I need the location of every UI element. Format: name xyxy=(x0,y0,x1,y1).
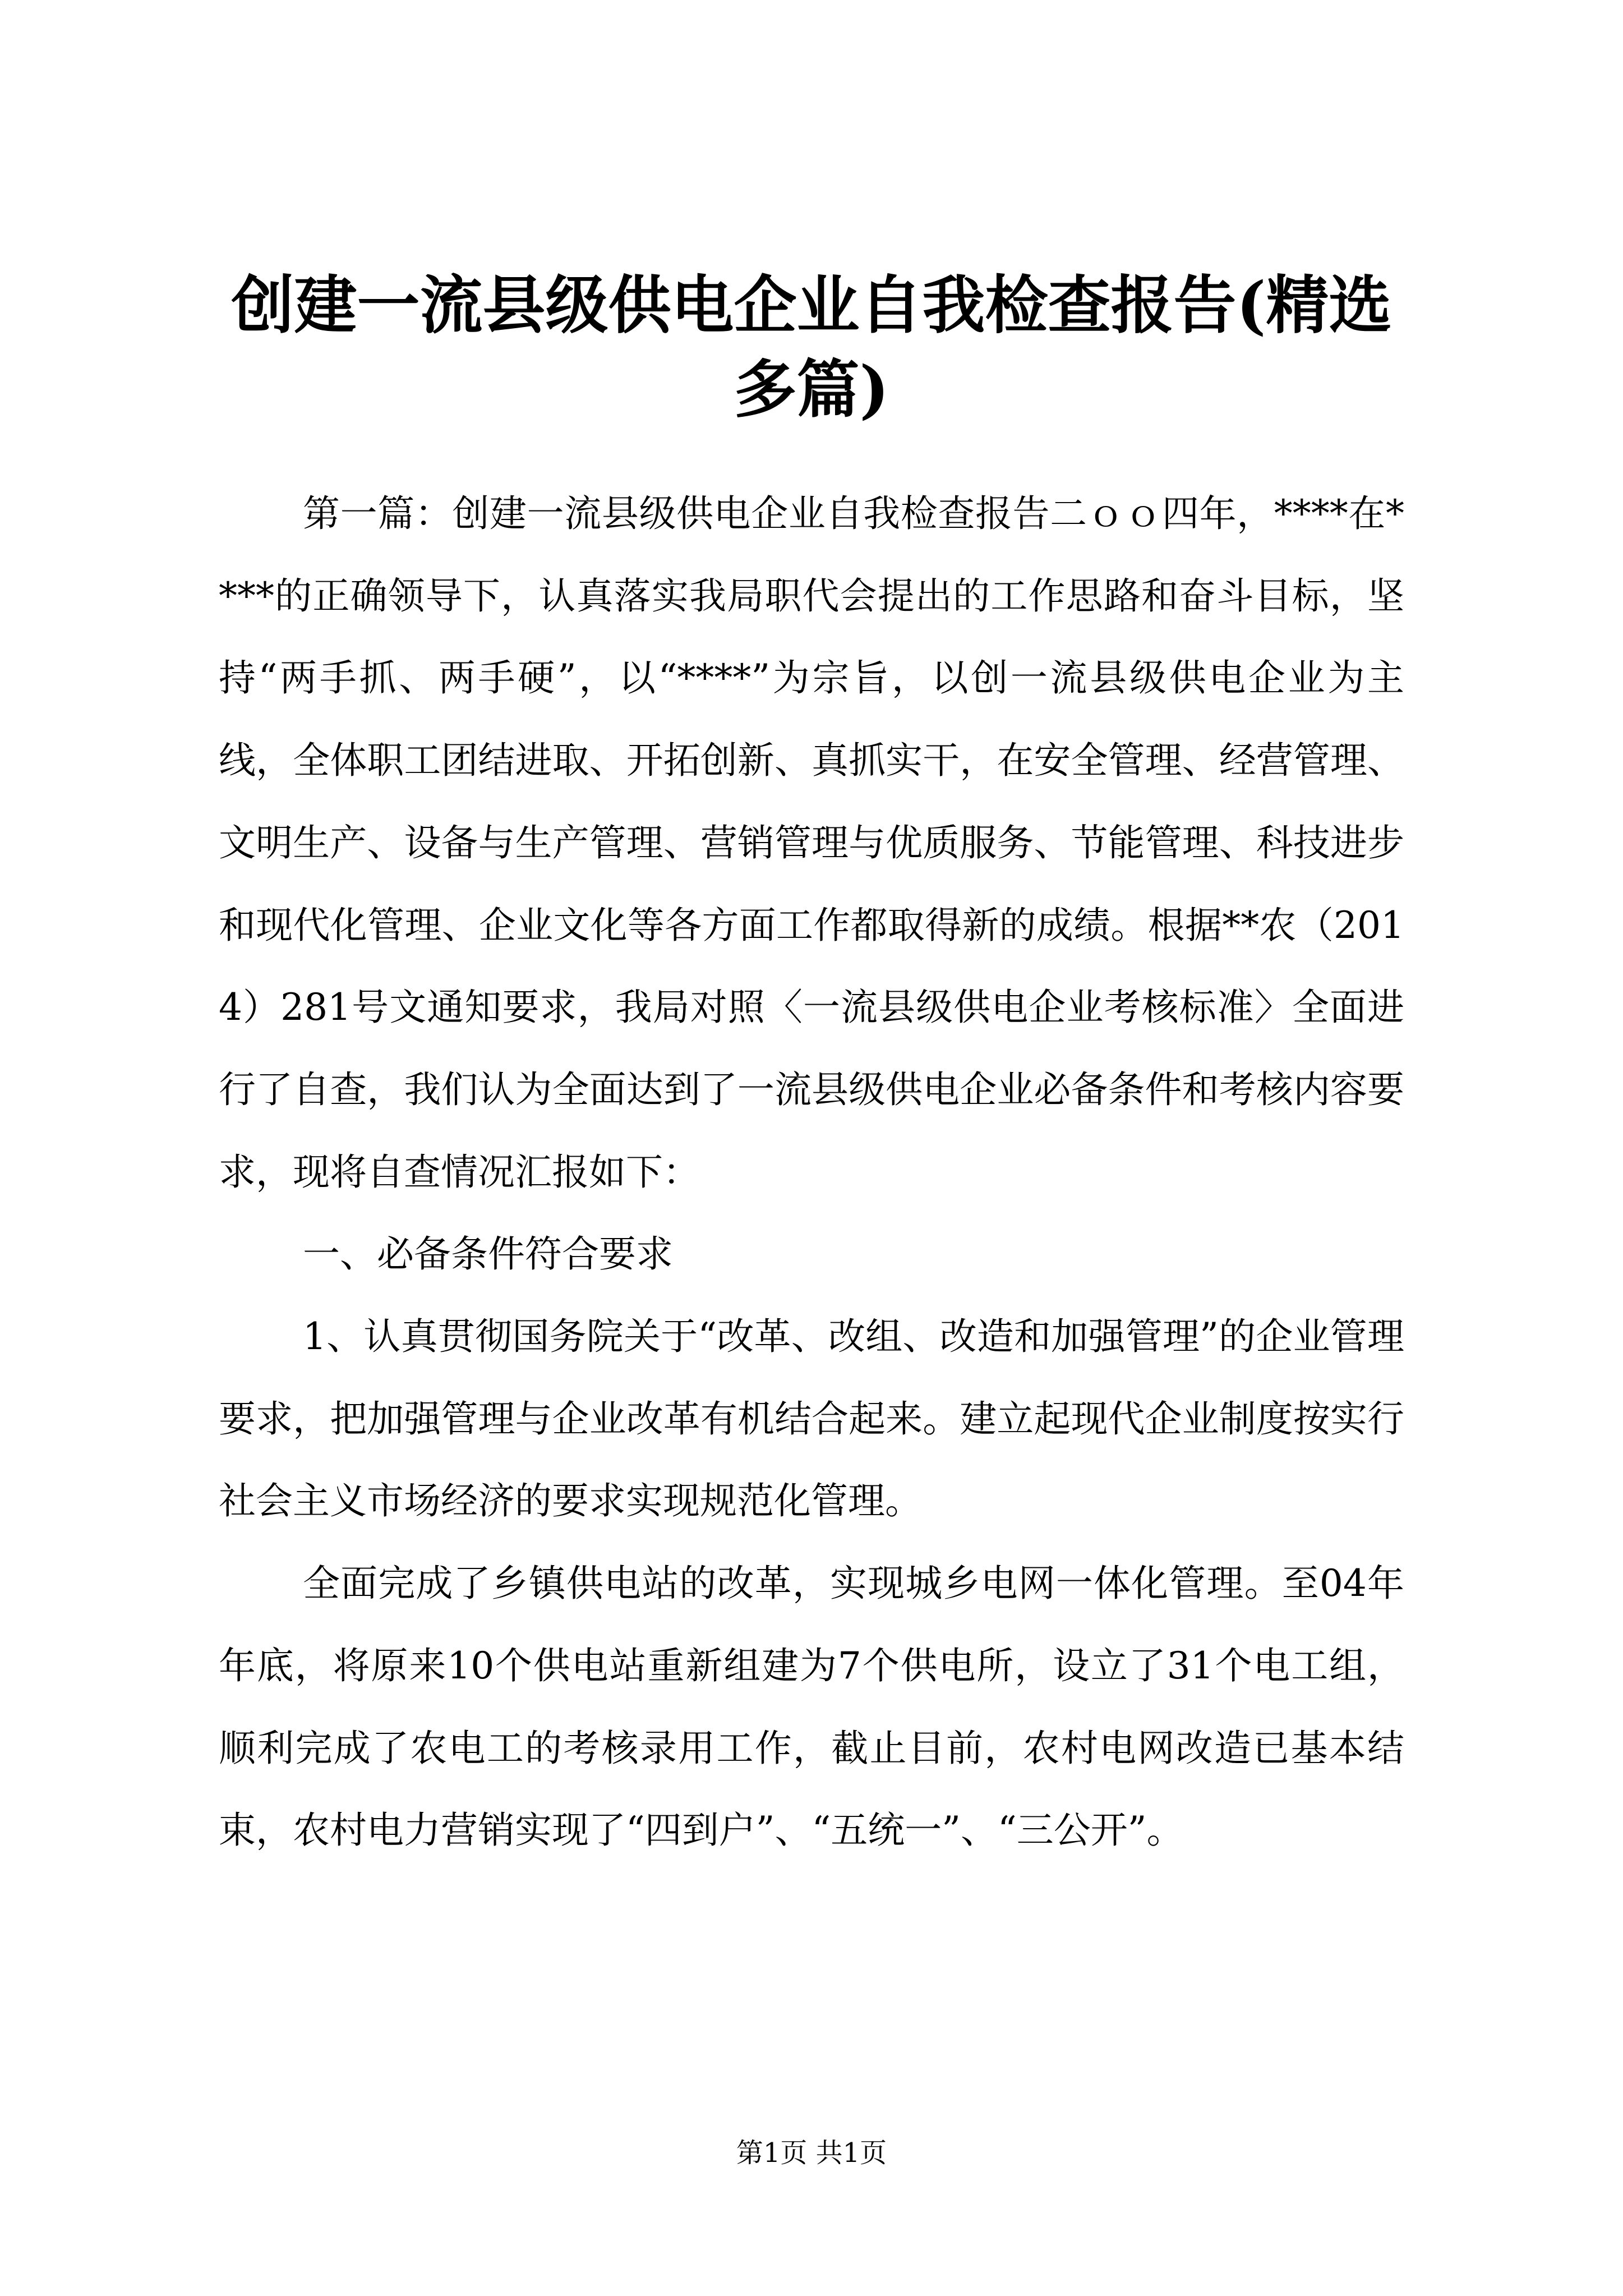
paragraph-intro: 第一篇：创建一流县级供电企业自我检查报告二ｏｏ四年，****在****的正确领导下，认真落实我局职代会提出的工作思路和奋斗目标，坚持“两手抓、两手硬”，以“****”为宗旨，以创一流县级供电企业为主线，全体职工团结进取、开拓创新、真抓实干，在安全管理、经营管理、文明生产、设备与生产管理、营销管理与优质服务、节能管理、科技进步和现代化管理、企业文化等各方面工作都取得新的成绩。根据**农（2014）281号文通知要求，我局对照〈一流县级供电企业考核标准〉全面进行了自查，我们认为全面达到了一流县级供电企业必备条件和考核内容要求，现将自查情况汇报如下： xyxy=(219,492,1404,1194)
paragraph-item-1: 1、认真贯彻国务院关于“改革、改组、改造和加强管理”的企业管理要求，把加强管理与企业改革有机结合起来。建立起现代企业制度按实行社会主义市场经济的要求实现规范化管理。 xyxy=(219,1315,1404,1523)
page-number-footer: 第1页 共1页 xyxy=(736,2137,887,2169)
paragraph-reform: 全面完成了乡镇供电站的改革，实现城乡电网一体化管理。至04年年底，将原来10个供电站重新组建为7个供电所，设立了31个电工组，顺利完成了农电工的考核录用工作，截止目前，农村电网改造已基本结束，农村电力营销实现了“四到户”、“五统一”、“三公开”。 xyxy=(219,1562,1404,1852)
document-body xyxy=(219,473,1404,1872)
document-title: 创建一流县级供电企业自我检查报告(精选多篇) xyxy=(231,269,1392,426)
section-heading: 一、必备条件符合要求 xyxy=(303,1232,673,1276)
